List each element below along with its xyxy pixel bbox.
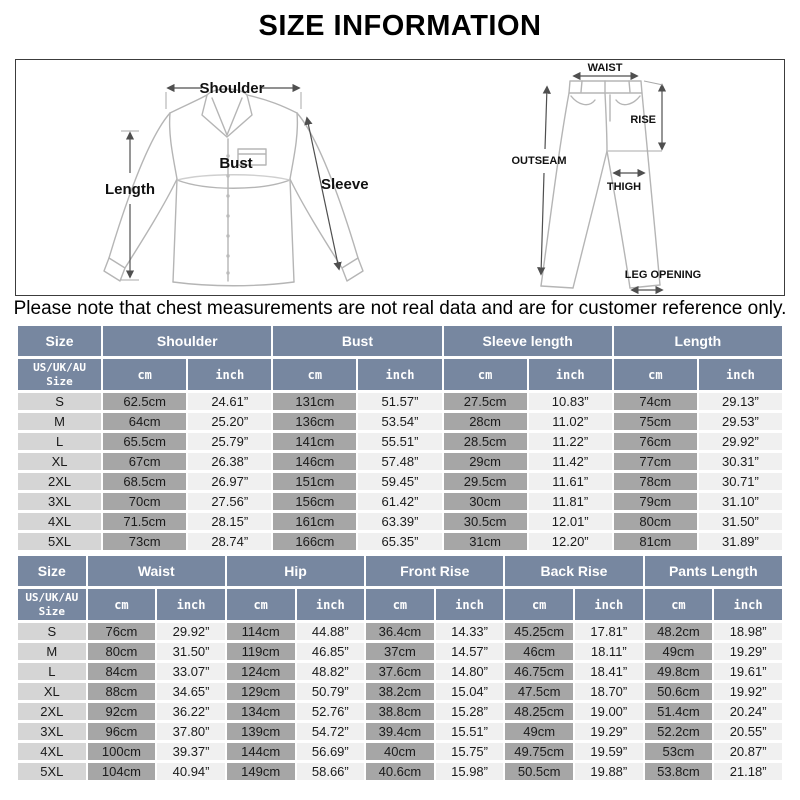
cm-value: 73cm: [103, 533, 186, 550]
inch-value: 29.92”: [157, 623, 225, 640]
inch-value: 26.97”: [188, 473, 271, 490]
unit-header-cm: cm: [366, 589, 434, 620]
cm-value: 30cm: [444, 493, 527, 510]
inch-value: 21.18”: [714, 763, 782, 780]
inch-value: 48.82”: [297, 663, 365, 680]
inch-value: 25.79”: [188, 433, 271, 450]
inch-value: 31.50”: [157, 643, 225, 660]
inch-value: 15.04”: [436, 683, 504, 700]
pants-sketch: [541, 81, 660, 288]
size-label: XL: [18, 683, 86, 700]
size-label: 5XL: [18, 533, 101, 550]
cm-value: 49cm: [645, 643, 713, 660]
inch-value: 28.15”: [188, 513, 271, 530]
size-row: [18, 453, 782, 470]
cm-value: 50.6cm: [645, 683, 713, 700]
cm-value: 139cm: [227, 723, 295, 740]
cm-value: 68.5cm: [103, 473, 186, 490]
unit-header-inch: inch: [358, 359, 441, 390]
inch-value: 20.87”: [714, 743, 782, 760]
inch-value: 14.80”: [436, 663, 504, 680]
cm-value: 161cm: [273, 513, 356, 530]
size-standard-header: US/UK/AU Size: [18, 589, 86, 620]
unit-header-inch: inch: [714, 589, 782, 620]
size-row: [18, 643, 782, 660]
cm-value: 40.6cm: [366, 763, 434, 780]
size-row: [18, 663, 782, 680]
inch-value: 30.71”: [699, 473, 782, 490]
cm-value: 67cm: [103, 453, 186, 470]
size-label: L: [18, 433, 101, 450]
waist-label: WAIST: [587, 62, 623, 74]
inch-value: 19.88”: [575, 763, 643, 780]
inch-value: 46.85”: [297, 643, 365, 660]
inch-value: 20.55”: [714, 723, 782, 740]
measure-group-header: Length: [614, 326, 782, 356]
inch-value: 36.22”: [157, 703, 225, 720]
size-row: [18, 473, 782, 490]
inch-value: 44.88”: [297, 623, 365, 640]
cm-value: 36.4cm: [366, 623, 434, 640]
inch-value: 34.65”: [157, 683, 225, 700]
inch-value: 19.29”: [714, 643, 782, 660]
cm-value: 81cm: [614, 533, 697, 550]
cm-value: 27.5cm: [444, 393, 527, 410]
inch-value: 31.10”: [699, 493, 782, 510]
unit-header-inch: inch: [188, 359, 271, 390]
inch-value: 29.92”: [699, 433, 782, 450]
page-title: SIZE INFORMATION: [258, 10, 542, 42]
inch-value: 15.28”: [436, 703, 504, 720]
cm-value: 119cm: [227, 643, 295, 660]
cm-value: 28.5cm: [444, 433, 527, 450]
inch-value: 11.61”: [529, 473, 612, 490]
size-row: [18, 683, 782, 700]
inch-value: 18.70”: [575, 683, 643, 700]
inch-value: 40.94”: [157, 763, 225, 780]
size-row: [18, 533, 782, 550]
inch-value: 14.57”: [436, 643, 504, 660]
cm-value: 114cm: [227, 623, 295, 640]
cm-value: 49cm: [505, 723, 573, 740]
cm-value: 92cm: [88, 703, 156, 720]
cm-value: 65.5cm: [103, 433, 186, 450]
size-label: L: [18, 663, 86, 680]
cm-value: 49.75cm: [505, 743, 573, 760]
size-label: S: [18, 393, 101, 410]
pants-measure-arrows: [541, 76, 663, 290]
size-row: [18, 743, 782, 760]
unit-header-inch: inch: [699, 359, 782, 390]
measure-group-header: Waist: [88, 556, 225, 586]
size-label: 4XL: [18, 513, 101, 530]
length-label: Length: [105, 181, 155, 198]
cm-value: 124cm: [227, 663, 295, 680]
cm-value: 37cm: [366, 643, 434, 660]
shirt-size-table: [16, 323, 784, 553]
size-label: 2XL: [18, 473, 101, 490]
cm-value: 149cm: [227, 763, 295, 780]
cm-value: 64cm: [103, 413, 186, 430]
unit-header-cm: cm: [505, 589, 573, 620]
size-label: M: [18, 413, 101, 430]
cm-value: 78cm: [614, 473, 697, 490]
inch-value: 18.41”: [575, 663, 643, 680]
inch-value: 65.35”: [358, 533, 441, 550]
unit-header-inch: inch: [157, 589, 225, 620]
thigh-label: THIGH: [606, 181, 642, 193]
cm-value: 29.5cm: [444, 473, 527, 490]
inch-value: 11.42”: [529, 453, 612, 470]
cm-value: 70cm: [103, 493, 186, 510]
cm-value: 141cm: [273, 433, 356, 450]
inch-value: 11.81”: [529, 493, 612, 510]
size-row: [18, 413, 782, 430]
size-row: [18, 703, 782, 720]
inch-value: 29.53”: [699, 413, 782, 430]
inch-value: 30.31”: [699, 453, 782, 470]
size-row: [18, 493, 782, 510]
unit-header-inch: inch: [297, 589, 365, 620]
unit-header-cm: cm: [645, 589, 713, 620]
inch-value: 61.42”: [358, 493, 441, 510]
inch-value: 26.38”: [188, 453, 271, 470]
unit-header-row: [18, 359, 782, 390]
cm-value: 29cm: [444, 453, 527, 470]
inch-value: 29.13”: [699, 393, 782, 410]
cm-value: 75cm: [614, 413, 697, 430]
unit-header-inch: inch: [529, 359, 612, 390]
size-row: [18, 623, 782, 640]
cm-value: 40cm: [366, 743, 434, 760]
inch-value: 11.22”: [529, 433, 612, 450]
size-label: 2XL: [18, 703, 86, 720]
inch-value: 14.33”: [436, 623, 504, 640]
cm-value: 30.5cm: [444, 513, 527, 530]
cm-value: 49.8cm: [645, 663, 713, 680]
inch-value: 33.07”: [157, 663, 225, 680]
inch-value: 28.74”: [188, 533, 271, 550]
shirt-measurement-diagram: [16, 60, 400, 295]
size-row: [18, 763, 782, 780]
inch-value: 27.56”: [188, 493, 271, 510]
size-label: 3XL: [18, 493, 101, 510]
size-column-header: Size: [18, 326, 101, 356]
inch-value: 31.50”: [699, 513, 782, 530]
size-label: 3XL: [18, 723, 86, 740]
size-label: M: [18, 643, 86, 660]
measure-group-header: Sleeve length: [444, 326, 612, 356]
cm-value: 104cm: [88, 763, 156, 780]
unit-header-cm: cm: [103, 359, 186, 390]
cm-value: 31cm: [444, 533, 527, 550]
cm-value: 47.5cm: [505, 683, 573, 700]
cm-value: 48.2cm: [645, 623, 713, 640]
sleeve-label: Sleeve: [321, 176, 369, 193]
group-header-row: [18, 326, 782, 356]
cm-value: 28cm: [444, 413, 527, 430]
inch-value: 63.39”: [358, 513, 441, 530]
cm-value: 45.25cm: [505, 623, 573, 640]
cm-value: 50.5cm: [505, 763, 573, 780]
inch-value: 25.20”: [188, 413, 271, 430]
unit-header-cm: cm: [227, 589, 295, 620]
inch-value: 15.75”: [436, 743, 504, 760]
inch-value: 11.02”: [529, 413, 612, 430]
unit-header-inch: inch: [436, 589, 504, 620]
size-row: [18, 433, 782, 450]
measurement-diagram-panel: [15, 59, 785, 296]
cm-value: 71.5cm: [103, 513, 186, 530]
inch-value: 15.51”: [436, 723, 504, 740]
measure-group-header: Front Rise: [366, 556, 503, 586]
size-label: 5XL: [18, 763, 86, 780]
measure-group-header: Hip: [227, 556, 364, 586]
inch-value: 52.76”: [297, 703, 365, 720]
size-row: [18, 723, 782, 740]
pants-size-table: [16, 553, 784, 783]
cm-value: 80cm: [88, 643, 156, 660]
cm-value: 131cm: [273, 393, 356, 410]
cm-value: 156cm: [273, 493, 356, 510]
inch-value: 10.83”: [529, 393, 612, 410]
inch-value: 54.72”: [297, 723, 365, 740]
unit-header-row: [18, 589, 782, 620]
cm-value: 100cm: [88, 743, 156, 760]
cm-value: 84cm: [88, 663, 156, 680]
cm-value: 136cm: [273, 413, 356, 430]
measure-group-header: Back Rise: [505, 556, 642, 586]
inch-value: 19.29”: [575, 723, 643, 740]
inch-value: 19.61”: [714, 663, 782, 680]
inch-value: 55.51”: [358, 433, 441, 450]
unit-header-cm: cm: [273, 359, 356, 390]
cm-value: 38.2cm: [366, 683, 434, 700]
cm-value: 53cm: [645, 743, 713, 760]
inch-value: 19.00”: [575, 703, 643, 720]
size-standard-header: US/UK/AU Size: [18, 359, 101, 390]
cm-value: 80cm: [614, 513, 697, 530]
size-label: S: [18, 623, 86, 640]
inch-value: 18.98”: [714, 623, 782, 640]
cm-value: 79cm: [614, 493, 697, 510]
cm-value: 146cm: [273, 453, 356, 470]
unit-header-cm: cm: [614, 359, 697, 390]
inch-value: 15.98”: [436, 763, 504, 780]
size-label: XL: [18, 453, 101, 470]
cm-value: 96cm: [88, 723, 156, 740]
unit-header-cm: cm: [444, 359, 527, 390]
inch-value: 51.57”: [358, 393, 441, 410]
size-label: 4XL: [18, 743, 86, 760]
rise-label: RISE: [630, 114, 656, 126]
shirt-labels: [105, 80, 369, 198]
cm-value: 37.6cm: [366, 663, 434, 680]
inch-value: 19.92”: [714, 683, 782, 700]
inch-value: 57.48”: [358, 453, 441, 470]
size-column-header: Size: [18, 556, 86, 586]
group-header-row: [18, 556, 782, 586]
size-row: [18, 393, 782, 410]
cm-value: 46cm: [505, 643, 573, 660]
inch-value: 39.37”: [157, 743, 225, 760]
bust-label: Bust: [219, 155, 253, 172]
inch-value: 56.69”: [297, 743, 365, 760]
cm-value: 51.4cm: [645, 703, 713, 720]
reference-note: Please note that chest measurements are not real data and are for customer reference only.: [13, 298, 787, 319]
cm-value: 62.5cm: [103, 393, 186, 410]
cm-value: 76cm: [614, 433, 697, 450]
inch-value: 24.61”: [188, 393, 271, 410]
cm-value: 166cm: [273, 533, 356, 550]
unit-header-cm: cm: [88, 589, 156, 620]
cm-value: 74cm: [614, 393, 697, 410]
inch-value: 50.79”: [297, 683, 365, 700]
size-row: [18, 513, 782, 530]
cm-value: 46.75cm: [505, 663, 573, 680]
outseam-label: OUTSEAM: [511, 155, 567, 167]
measure-group-header: Bust: [273, 326, 441, 356]
inch-value: 17.81”: [575, 623, 643, 640]
cm-value: 77cm: [614, 453, 697, 470]
cm-value: 134cm: [227, 703, 295, 720]
cm-value: 39.4cm: [366, 723, 434, 740]
unit-header-inch: inch: [575, 589, 643, 620]
leg-opening-label: LEG OPENING: [624, 269, 702, 281]
inch-value: 12.20”: [529, 533, 612, 550]
inch-value: 20.24”: [714, 703, 782, 720]
cm-value: 129cm: [227, 683, 295, 700]
cm-value: 48.25cm: [505, 703, 573, 720]
inch-value: 53.54”: [358, 413, 441, 430]
inch-value: 31.89”: [699, 533, 782, 550]
cm-value: 52.2cm: [645, 723, 713, 740]
shoulder-label: Shoulder: [199, 80, 265, 97]
inch-value: 59.45”: [358, 473, 441, 490]
measure-group-header: Shoulder: [103, 326, 271, 356]
inch-value: 58.66”: [297, 763, 365, 780]
cm-value: 144cm: [227, 743, 295, 760]
inch-value: 12.01”: [529, 513, 612, 530]
inch-value: 37.80”: [157, 723, 225, 740]
pants-measurement-diagram: [400, 60, 784, 295]
cm-value: 53.8cm: [645, 763, 713, 780]
cm-value: 76cm: [88, 623, 156, 640]
measure-group-header: Pants Length: [645, 556, 782, 586]
cm-value: 88cm: [88, 683, 156, 700]
pants-labels: [512, 62, 702, 281]
inch-value: 18.11”: [575, 643, 643, 660]
inch-value: 19.59”: [575, 743, 643, 760]
cm-value: 151cm: [273, 473, 356, 490]
cm-value: 38.8cm: [366, 703, 434, 720]
